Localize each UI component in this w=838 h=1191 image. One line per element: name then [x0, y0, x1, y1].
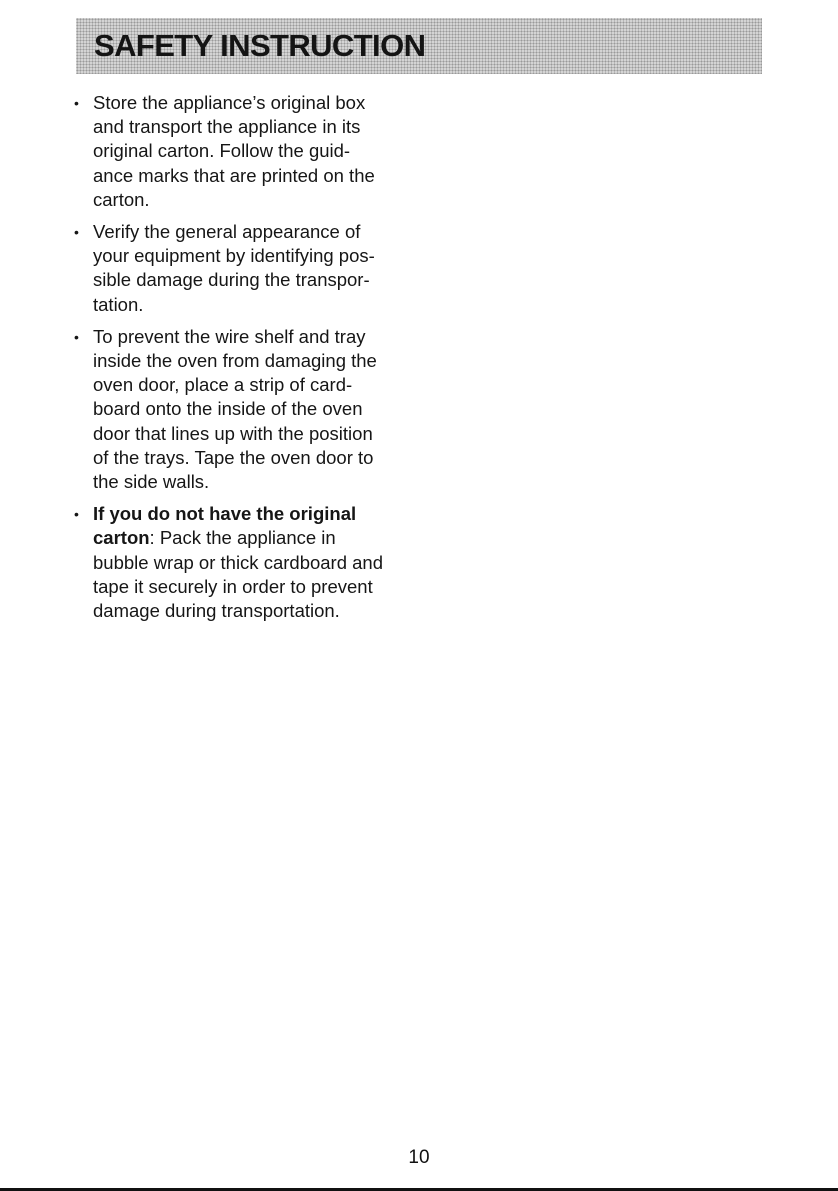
text-line: carton.: [93, 188, 150, 210]
page-title: SAFETY INSTRUCTION: [94, 28, 426, 63]
text-line: Verify the general appearance of: [93, 221, 361, 243]
text-line: tape it securely in order to prevent: [93, 575, 373, 597]
text-line: damage during transportation.: [93, 600, 340, 622]
text-line: and transport the appliance in its: [93, 116, 361, 138]
text-line: board onto the inside of the oven: [93, 398, 363, 420]
text-line: original carton. Follow the guid-: [93, 140, 351, 162]
text-line: oven door, place a strip of card-: [93, 374, 353, 396]
list-item: [74, 91, 419, 212]
list-item: [74, 325, 419, 494]
text-line: tation.: [93, 293, 144, 315]
text-line: of the trays. Tape the oven door to: [93, 446, 374, 468]
page-number: 10: [408, 1147, 430, 1168]
text-line: inside the oven from damaging the: [93, 350, 377, 372]
bullet-icon: •: [74, 224, 79, 241]
text-line: the side walls.: [93, 471, 210, 493]
text-line: sible damage during the transpor-: [93, 269, 370, 291]
bold-lead-text: carton: [93, 527, 150, 549]
safety-bullet-list: [74, 91, 419, 631]
text-fragment: : Pack the appliance in: [149, 527, 336, 549]
list-item: [74, 220, 419, 317]
bold-lead-text: If you do not have the original: [93, 503, 357, 525]
text-line: your equipment by identifying pos-: [93, 245, 375, 267]
text-line: bubble wrap or thick cardboard and: [93, 551, 384, 573]
text-line: Store the appliance’s original box: [93, 92, 366, 113]
text-line: door that lines up with the position: [93, 422, 373, 444]
text-line: ance marks that are printed on the: [93, 164, 375, 186]
text-line: [93, 526, 419, 550]
list-item: [74, 502, 419, 623]
bullet-icon: •: [74, 95, 79, 111]
bullet-icon: •: [74, 328, 79, 345]
text-line: To prevent the wire shelf and tray: [93, 325, 366, 347]
bullet-icon: •: [74, 506, 79, 523]
